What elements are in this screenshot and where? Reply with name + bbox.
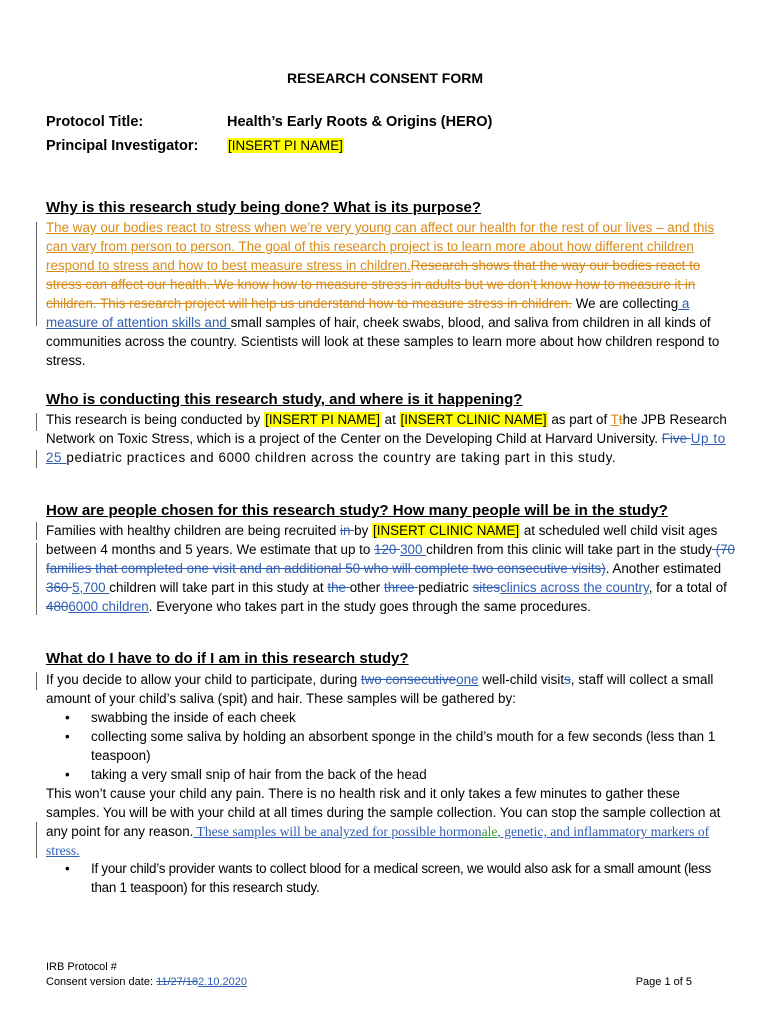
tracked-insertion: T xyxy=(610,412,619,427)
protocol-title-row xyxy=(46,114,492,130)
clinic-name-placeholder: [INSERT CLINIC NAME] xyxy=(373,523,520,538)
tracked-deletion: 360 xyxy=(46,580,73,595)
list-item xyxy=(46,727,736,765)
principal-investigator-label: Principal Investigator: xyxy=(46,138,199,154)
form-title: RESEARCH CONSENT FORM xyxy=(286,70,483,86)
protocol-title-label: Protocol Title: xyxy=(46,114,144,130)
tracked-deletion: the xyxy=(327,580,350,595)
tracked-insertion: , genetic, and inflammatory markers of stress. xyxy=(46,824,710,858)
bullet-icon: • xyxy=(65,861,70,876)
tracked-insertion: a measure of attention skills and xyxy=(46,296,690,330)
text-run: pediatric practices and 6000 children across the country are taking part in this study. xyxy=(66,450,617,465)
text-run: children will take part in this study at xyxy=(109,580,328,595)
text-run: pediatric xyxy=(418,580,473,595)
bullet-icon: • xyxy=(65,710,70,725)
page-number: Page 1 of 5 xyxy=(635,976,692,988)
text-run: , staff will collect a small amount of your child’s saliva (spit) and hair. These samples will be gathered by: xyxy=(46,672,714,706)
purpose-paragraph xyxy=(46,218,736,370)
tracked-insertion: 300 xyxy=(400,542,427,557)
change-bar xyxy=(36,413,37,431)
what-to-do-heading: What do I have to do if I am in this research study? xyxy=(46,650,409,667)
tracked-deletion: t xyxy=(618,412,623,427)
text-run: Families with healthy children are being recruited xyxy=(46,523,340,538)
tracked-insertion: clinics across the country xyxy=(500,580,649,595)
who-chosen-heading: How are people chosen for this research study? How many people will be in the study? xyxy=(46,502,668,519)
what-to-do-paragraph xyxy=(46,670,736,708)
text-run: This won’t cause your child any pain. There is no health risk and it only takes a few minutes to gather these samples. You will be with your child at all times during the sample collection. You can stop the sample collection at any point for any reason. xyxy=(46,786,721,839)
change-bar xyxy=(36,822,37,858)
change-bar xyxy=(36,522,37,540)
text-run: We are collecting xyxy=(571,296,679,311)
tracked-deletion: three xyxy=(383,580,419,595)
tracked-deletion: Research shows that the way our bodies react to stress can affect our health. We know how to measure stress in adults but we don’t know how to measure it in children. This research project will help us understand how to measure stress in children. xyxy=(46,258,701,311)
text-run: other xyxy=(349,580,384,595)
consent-version-date xyxy=(46,976,247,988)
text-run: by xyxy=(354,523,373,538)
tracked-insertion: Up to 25 xyxy=(46,431,726,465)
tracked-deletion: 11/27/18 xyxy=(156,976,199,988)
tracked-insertion: ale xyxy=(481,824,498,839)
tracked-insertion: 6000 children xyxy=(68,599,149,614)
text-run: as part of xyxy=(547,412,611,427)
purpose-heading: Why is this research study being done? What is its purpose? xyxy=(46,199,482,216)
tracked-deletion: in xyxy=(340,523,355,538)
who-heading: Who is conducting this research study, and where is it happening? xyxy=(46,391,523,408)
list-item-text: taking a very small snip of hair from the back of the head xyxy=(91,767,427,782)
tracked-deletion: 480 xyxy=(46,599,69,614)
list-item xyxy=(46,765,736,784)
tracked-insertion: one xyxy=(456,672,479,687)
tracked-deletion: s xyxy=(564,672,571,687)
change-bar xyxy=(36,222,37,326)
text-run: at scheduled well child visit ages between 4 months and 5 years. We estimate that up to xyxy=(46,523,718,557)
tracked-insertion: 5,700 xyxy=(72,580,110,595)
text-run: This research is being conducted by xyxy=(46,412,265,427)
text-run: children from this clinic will take part in the study xyxy=(426,542,712,557)
text-run: If you decide to allow your child to participate, during xyxy=(46,672,361,687)
change-bar xyxy=(36,543,37,615)
list-item xyxy=(46,859,736,897)
blood-sample-list xyxy=(46,859,736,897)
text-run: at xyxy=(380,412,400,427)
list-item-text: collecting some saliva by holding an absorbent sponge in the child’s mouth for a few seconds (less than 1 teaspoon) xyxy=(91,729,716,763)
clinic-name-placeholder: [INSERT CLINIC NAME] xyxy=(400,412,547,427)
tracked-insertion: These samples will be analyzed for possible hormon xyxy=(193,824,482,839)
bullet-icon: • xyxy=(65,767,70,782)
tracked-insertion: 2.10.2020 xyxy=(198,976,248,988)
text-run: small samples of hair, cheek swabs, blood, and saliva from children in all kinds of communities across the country. Scientists will look at these samples to learn more about how children respond to stress. xyxy=(46,315,720,368)
tracked-deletion: Five xyxy=(661,431,691,446)
change-bar xyxy=(36,450,37,468)
tracked-deletion: (70 families that completed one visit and an additional 50 who will complete two consecutive visits) xyxy=(46,542,735,576)
tracked-deletion: two consecutive xyxy=(360,672,457,687)
tracked-insertion: The way our bodies react to stress when we’re very young can affect our health for the rest of our lives – and this can vary from person to person. The goal of this research project is to learn more about how different children respond to stress and how to best measure stress in children. xyxy=(46,220,715,273)
tracked-deletion: sites xyxy=(472,580,501,595)
irb-protocol-label: IRB Protocol # xyxy=(46,961,117,973)
list-item-text: If your child’s provider wants to collect blood for a medical screen, we would also ask for a small amount (less than 1 teaspoon) for this research study. xyxy=(91,861,712,895)
text-run: . Everyone who takes part in the study goes through the same procedures. xyxy=(148,599,591,614)
consent-version-label: Consent version date: xyxy=(46,976,157,988)
pi-name-placeholder: [INSERT PI NAME] xyxy=(265,412,380,427)
text-run: . Another estimated xyxy=(605,561,722,576)
principal-investigator-row xyxy=(46,138,344,154)
text-run: he JPB Research Network on Toxic Stress, which is a project of the Center on the Developing Child at Harvard University. xyxy=(46,412,727,446)
list-item-text: swabbing the inside of each cheek xyxy=(91,710,296,725)
who-chosen-paragraph xyxy=(46,521,736,616)
pi-name-placeholder: [INSERT PI NAME] xyxy=(228,138,343,153)
sample-method-list xyxy=(46,708,736,784)
who-paragraph xyxy=(46,410,736,467)
tracked-deletion: 120 xyxy=(374,542,401,557)
procedure-paragraph xyxy=(46,784,736,860)
text-run: well-child visit xyxy=(478,672,565,687)
list-item xyxy=(46,708,736,727)
bullet-icon: • xyxy=(65,729,70,744)
text-run: , for a total of xyxy=(648,580,727,595)
protocol-title-value: Health’s Early Roots & Origins (HERO) xyxy=(227,114,493,130)
change-bar xyxy=(36,672,37,690)
